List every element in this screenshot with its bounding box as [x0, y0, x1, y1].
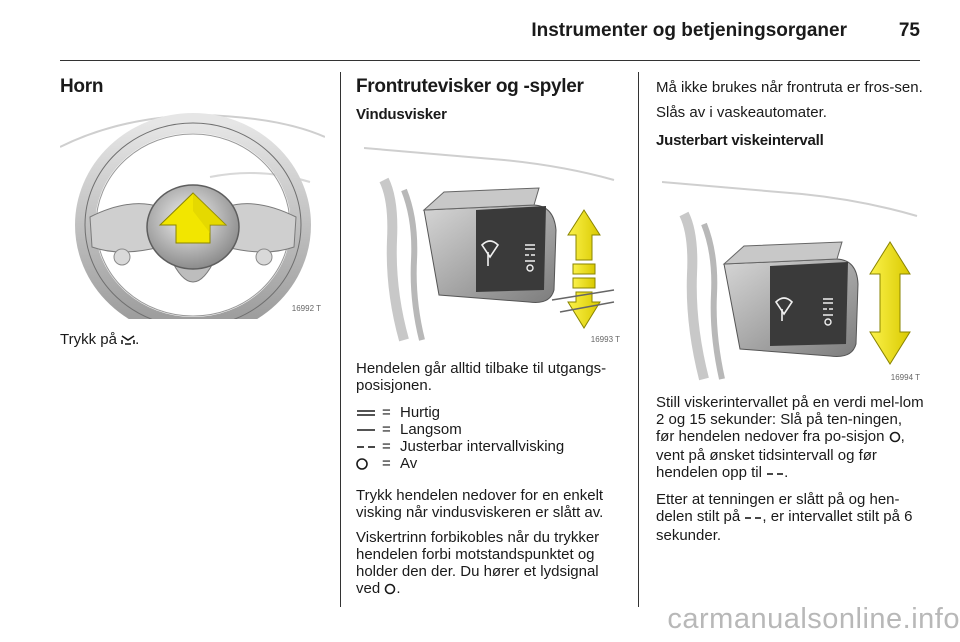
double-line-icon — [356, 409, 382, 417]
wiper-para-2-end: . — [396, 580, 401, 597]
horn-heading: Horn — [60, 76, 104, 97]
wiper-para-2-text: Viskertrinn forbikobles når du trykker hendelen forbi motstandspunktet og holder den der. Du hører et lydsignal ved — [356, 529, 600, 597]
horn-icon — [121, 333, 135, 350]
col3-para-d2: , er intervallet stilt på 6 sekunder. — [656, 508, 913, 544]
interval-figure-code: 16994 T — [890, 373, 920, 382]
watermark: carmanualsonline.info — [667, 603, 960, 635]
circle-off-icon — [356, 457, 382, 471]
horn-section — [60, 72, 325, 95]
col3-para-d — [656, 491, 924, 544]
col3-para-c — [656, 394, 924, 483]
horn-caption-suffix: . — [135, 331, 140, 348]
symbol-equals: = — [382, 438, 391, 455]
dashed-line-icon — [766, 466, 784, 483]
wiper-intro: Hendelen går alltid tilbake til utgangs-posisjonen. — [356, 360, 607, 394]
symbol-label: Langsom — [400, 421, 462, 438]
symbol-equals: = — [382, 421, 391, 438]
symbol-row-slow — [356, 421, 624, 438]
symbol-row-interval — [356, 438, 624, 455]
column-divider-2 — [638, 72, 639, 607]
wiper-figure-code: 16993 T — [590, 335, 620, 344]
interval-text — [656, 394, 924, 544]
symbol-label: Justerbar intervallvisking — [400, 438, 565, 455]
interval-section — [656, 79, 924, 149]
symbol-row-off — [356, 455, 624, 472]
dashed-line-icon — [744, 510, 762, 527]
wiper-lever-illustration — [364, 140, 624, 348]
col3-para-c2: , vent på ønsket tidsintervall og før hendelen opp til — [656, 428, 905, 481]
col3-para-c1: Still viskerintervallet på en verdi mel-lom 2 og 15 sekunder: Slå på ten-ningen, før hendelen nedover fra po-sisjon — [656, 394, 924, 445]
symbol-equals: = — [382, 404, 391, 421]
symbol-equals: = — [382, 455, 391, 472]
wiper-subheading: Vindusvisker — [356, 106, 447, 123]
interval-lever-figure — [662, 174, 924, 386]
horn-caption — [60, 331, 325, 350]
page-header-title: Instrumenter og betjeningsorganer — [531, 20, 847, 41]
horn-figure-code: 16992 T — [291, 304, 321, 313]
wiper-heading: Frontrutevisker og -spyler — [356, 76, 584, 97]
col3-para-a: Må ikke brukes når frontruta er fros-sen. — [656, 79, 923, 96]
interval-lever-illustration — [662, 174, 924, 386]
steering-wheel-figure — [60, 107, 325, 319]
wiper-para-2 — [356, 529, 624, 599]
wiper-para-1: Trykk hendelen nedover for en enkelt visking når vindusviskeren er slått av. — [356, 487, 604, 521]
interval-subheading: Justerbart viskeintervall — [656, 132, 824, 149]
single-line-icon — [356, 426, 382, 434]
wiper-symbol-list — [356, 404, 624, 472]
circle-off-icon — [889, 430, 901, 447]
header-rule — [60, 60, 920, 61]
horn-caption-prefix: Trykk på — [60, 331, 117, 348]
symbol-label: Hurtig — [400, 404, 441, 421]
col3-para-d1: Etter at tenningen er slått på og hen-delen stilt på — [656, 491, 900, 525]
symbol-label: Av — [400, 455, 418, 472]
col3-para-b: Slås av i vaskeautomater. — [656, 104, 827, 121]
column-divider-1 — [340, 72, 341, 607]
symbol-row-fast — [356, 404, 624, 421]
wiper-section — [356, 72, 624, 123]
page-number: 75 — [898, 20, 920, 41]
steering-wheel-illustration — [60, 107, 325, 319]
wiper-text — [356, 360, 624, 599]
col3-para-c3: . — [784, 464, 789, 481]
wiper-lever-figure — [364, 140, 624, 348]
dashed-line-icon — [356, 443, 382, 451]
circle-off-icon — [384, 582, 396, 599]
